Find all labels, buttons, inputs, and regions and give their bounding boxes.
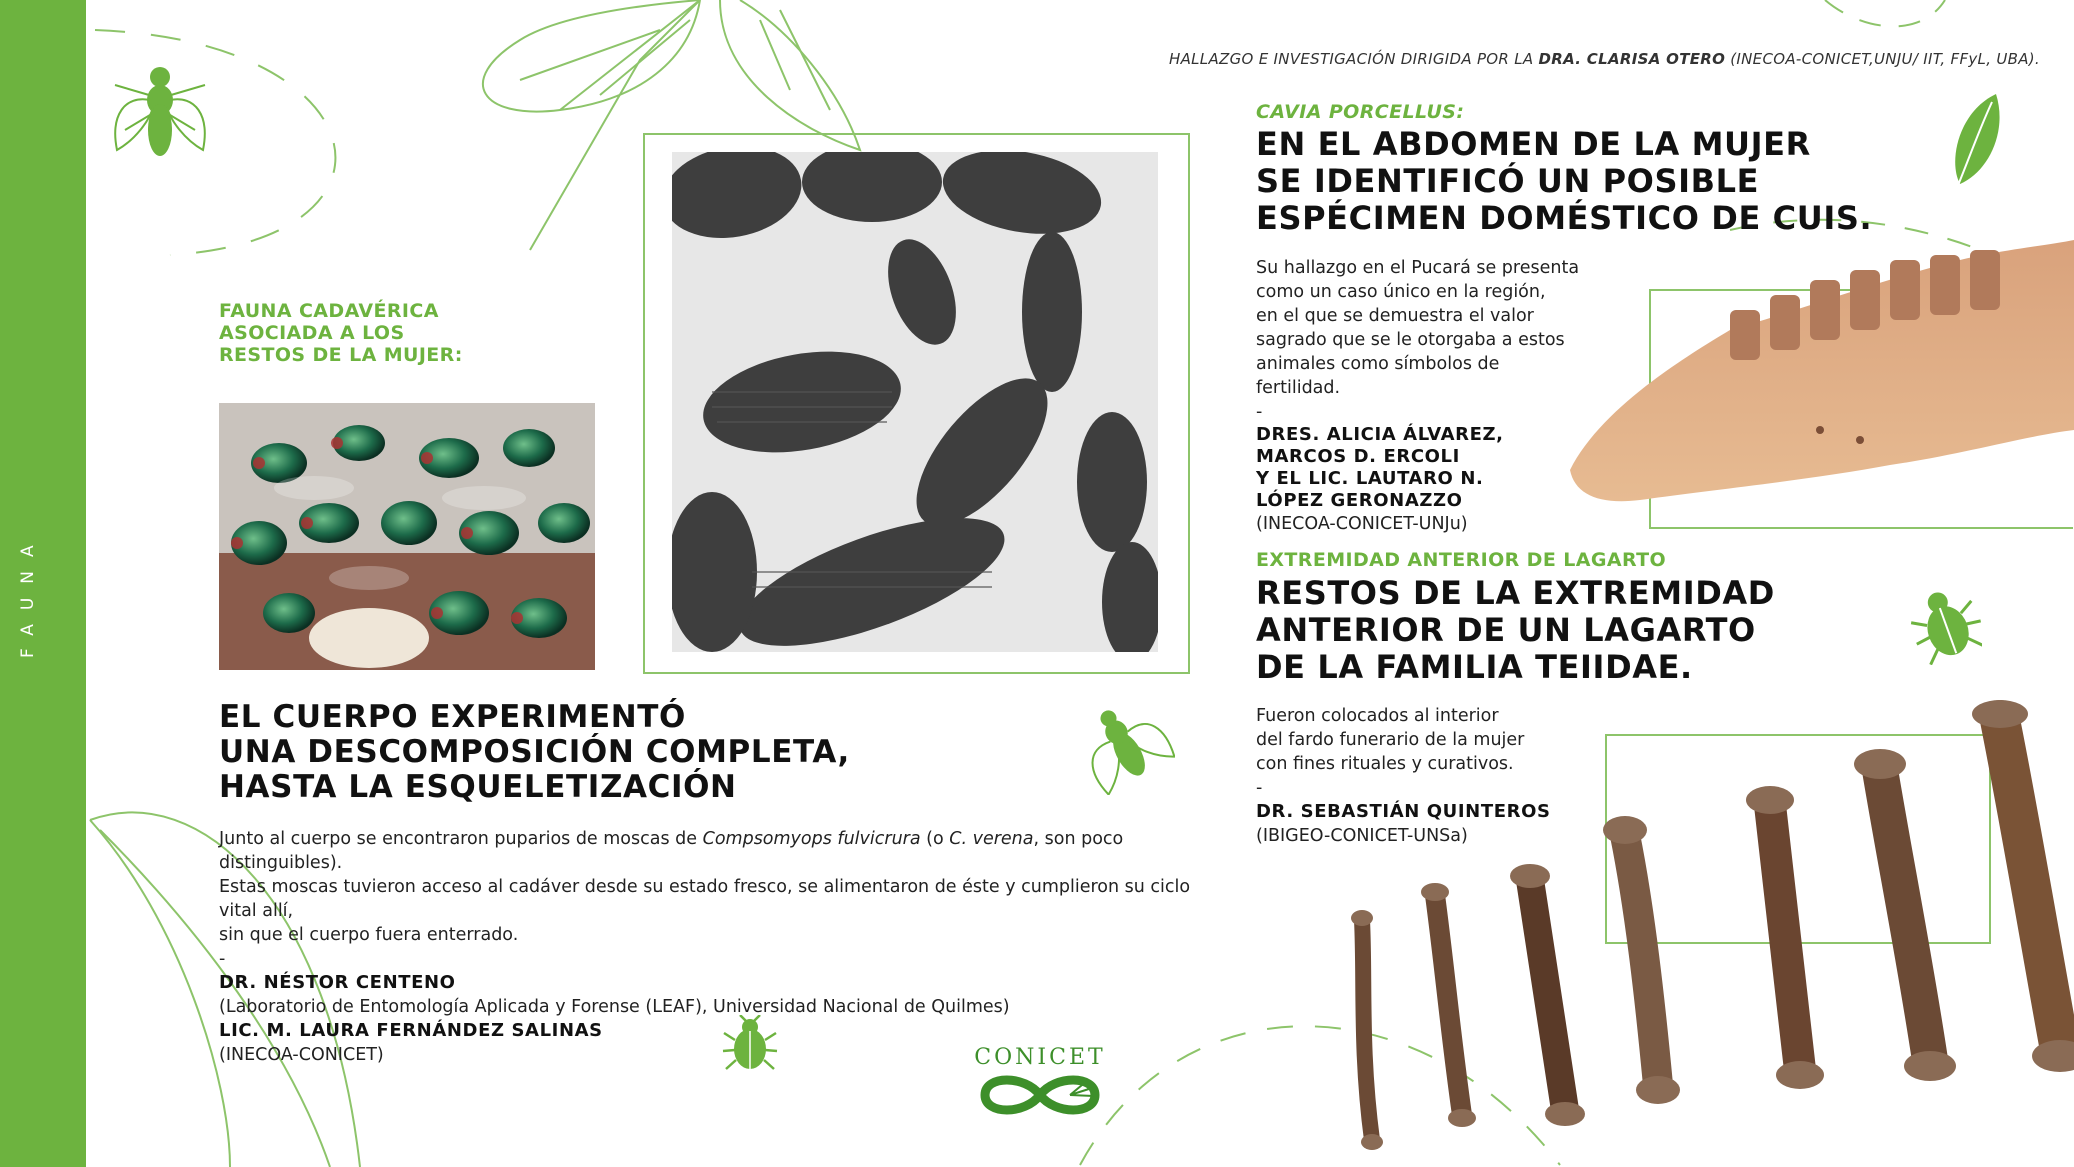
cavia-body: Su hallazgo en el Pucará se presenta como un caso único en la región, en el que se demuestra el valor sagrado que se le otorgaba a estos animales como símbolos de fertilidad. - DRES. ALICIA ÁLVAREZ, MARCOS D. ERCOLI Y EL LIC. LAUTARO N. LÓPEZ GERONAZZO (INECOA-CONICET-UNJu) [1256, 256, 1586, 536]
fauna-body-line-2: Estas moscas tuvieron acceso al cadáver desde su estado fresco, se alimentaron de éste y cumplieron su ciclo vital allí, [219, 877, 1191, 921]
cavia-authors: DRES. ALICIA ÁLVAREZ, MARCOS D. ERCOLI Y EL LIC. LAUTARO N. LÓPEZ GERONAZZO [1256, 424, 1504, 511]
flies-photo [219, 403, 595, 670]
fauna-author-2: LIC. M. LAURA FERNÁNDEZ SALINAS [219, 1020, 603, 1041]
conicet-logo [965, 1045, 1115, 1124]
fauna-affiliation-1: (Laboratorio de Entomología Aplicada y Forense (LEAF), Universidad Nacional de Quilmes) [219, 997, 1010, 1017]
credit-prefix: HALLAZGO E INVESTIGACIÓN DIRIGIDA POR LA [1169, 50, 1534, 68]
credit-director: DRA. CLARISA OTERO [1538, 50, 1726, 68]
fauna-body-line-3: sin que el cuerpo fuera enterrado. [219, 925, 519, 945]
fly-icon [105, 55, 215, 165]
conicet-logo-text: CONICET [974, 1045, 1106, 1070]
lagarto-author: DR. SEBASTIÁN QUINTEROS [1256, 801, 1551, 822]
leaf-icon [1948, 92, 2008, 197]
fauna-affiliation-2: (INECOA-CONICET) [219, 1045, 384, 1065]
cavia-dash: - [1256, 402, 1263, 422]
lizard-bones-photo [1340, 700, 2074, 1167]
research-credit [1030, 50, 2040, 68]
lagarto-affiliation: (IBIGEO-CONICET-UNSa) [1256, 826, 1468, 846]
lagarto-dash: - [1256, 778, 1263, 798]
fauna-body-line-1: Junto al cuerpo se encontraron puparios de moscas de Compsomyops fulvicrura (o C. verena, son poco distinguibles). [219, 829, 1124, 873]
lagarto-kicker: EXTREMIDAD ANTERIOR DE LAGARTO [1256, 549, 1667, 571]
cavia-affiliation: (INECOA-CONICET-UNJu) [1256, 514, 1468, 534]
fly-icon [1075, 700, 1175, 795]
lagarto-headline: RESTOS DE LA EXTREMIDAD ANTERIOR DE UN LAGARTO DE LA FAMILIA TEIIDAE. [1256, 574, 1775, 686]
puparia-photo [672, 152, 1158, 652]
credit-affiliation: (INECOA-CONICET,UNJU/ IIT, FFyL, UBA). [1730, 50, 2040, 68]
fauna-author-1: DR. NÉSTOR CENTENO [219, 972, 456, 993]
guinea-pig-jaw-photo [1560, 240, 2074, 510]
lagarto-body: Fueron colocados al interior del fardo funerario de la mujer con fines rituales y curativos. - DR. SEBASTIÁN QUINTEROS (IBIGEO-CONICET-UNSa) [1256, 704, 1586, 848]
fauna-headline: EL CUERPO EXPERIMENTÓ UNA DESCOMPOSICIÓN COMPLETA, HASTA LA ESQUELETIZACIÓN [219, 699, 850, 805]
fauna-dash: - [219, 949, 226, 969]
fauna-body [219, 827, 1219, 1067]
sidebar-label: FAUNA [18, 531, 38, 659]
fauna-kicker: FAUNA CADAVÉRICA ASOCIADA A LOS RESTOS DE LA MUJER: [219, 300, 463, 366]
beetle-icon [720, 1015, 780, 1075]
conicet-logo-icon [970, 1070, 1110, 1120]
cavia-kicker: CAVIA PORCELLUS: [1256, 101, 1465, 123]
cavia-headline: EN EL ABDOMEN DE LA MUJER SE IDENTIFICÓ UN POSIBLE ESPÉCIMEN DOMÉSTICO DE CUIS. [1256, 125, 1873, 237]
beetle-icon [1910, 585, 1982, 665]
